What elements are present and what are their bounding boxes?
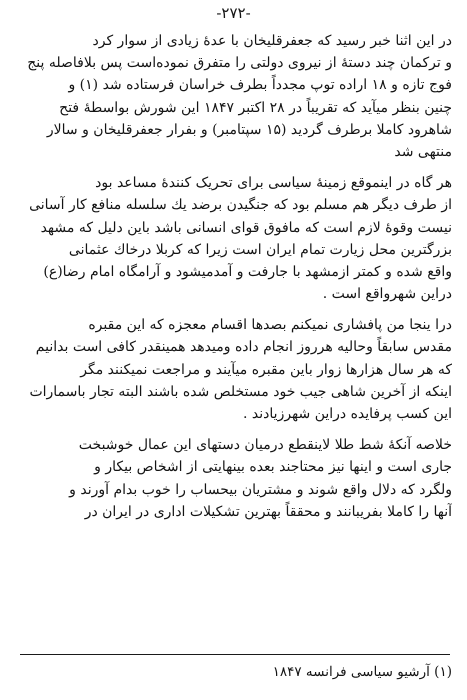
text-line: آنها را کاملا بفریبانند و محققاً بهترین تشکیلات اداری در ایران در	[84, 503, 452, 520]
text-line: از طرف دیگر هم مسلم بود که جنگیدن برضد یك سلسله منافع کار آسانی	[29, 197, 452, 214]
page-number: -۲۷۲-	[216, 4, 251, 22]
text-line: بزرگترین محل زیارت تمام ایران است زیرا که کربلا درخاك عثمانی	[68, 241, 452, 258]
paragraph-gap	[20, 163, 452, 172]
paragraph	[20, 314, 452, 425]
text-line: منتهی شد	[394, 143, 452, 160]
paragraph-gap	[20, 305, 452, 314]
text-line: مقدس سابقاً وحالیه هرروز انجام داده ومیدهد همینقدر کافی است بدانیم	[35, 339, 452, 356]
footnote-divider	[20, 654, 450, 655]
text-line: و ترکمان چند دستهٔ از نیروی دولتی را متفرق نموده‌است پس بلافاصله پنج	[27, 55, 452, 72]
text-line: در این اثنا خبر رسید که جعفرقلیخان با عدهٔ زیادی از سوار کرد	[92, 33, 452, 49]
text-line: که هر سال هزارها زوار باین مقبره میآیند و مراجعت نمیکنند مگر	[80, 361, 452, 378]
text-line: خلاصه آنکهٔ شط طلا لاینقطع درمیان دستهای این عمال خوشبخت	[78, 437, 452, 454]
text-line: نیست وقوهٔ لازم است که مافوق قوای انسانی باشد باین دلیل که مشهد	[40, 219, 452, 236]
text-line: واقع شده و کمتر ازمشهد با جارفت و آمدمیشود و آرامگاه امام رضا(ع)	[43, 263, 452, 280]
text-line: درا ینجا من پافشاری نمیکنم بصدها اقسام معجزه که این مقبره	[88, 317, 452, 334]
text-line: شاهرود کاملا برطرف گردید (۱۵ سپتامبر) و بفرار جعفرقلیخان و سالار	[46, 121, 452, 138]
text-line: هر گاه در اینموقع زمینهٔ سیاسی برای تحریک کنندهٔ مساعد بود	[95, 175, 452, 192]
text-line: چنین بنظر میآید که تقریباً در ۲۸ اکتبر ۱۸۴۷ این شورش بواسطهٔ فتح	[59, 99, 452, 116]
paragraph	[20, 172, 452, 305]
paragraph	[20, 30, 452, 163]
text-line: فوج تازه و ۱۸ اراده توپ مجدداً بطرف خراسان فرستاده شد (۱) و	[68, 77, 452, 94]
text-line: این کسب پرفایده دراین شهرزیادند .	[243, 406, 452, 422]
body-text	[20, 30, 452, 523]
footnote: (۱) آرشیو سیاسی فرانسه ۱۸۴۷	[272, 664, 452, 680]
text-line: اینکه از آخرین شاهی جیب خود مستخلص شده باشند البته تجار باسمارات	[29, 383, 452, 400]
paragraph	[20, 434, 452, 523]
text-line: ولگرد که دلال واقع شوند و مشتریان بیحساب را خوب بدام آورند و	[69, 481, 452, 498]
text-line: دراین شهرواقع است .	[322, 286, 452, 303]
paragraph-gap	[20, 425, 452, 434]
text-line: جاری است و اینها نیز محتاجند بعده بینهایتی از اشخاص بیکار و	[94, 459, 452, 476]
